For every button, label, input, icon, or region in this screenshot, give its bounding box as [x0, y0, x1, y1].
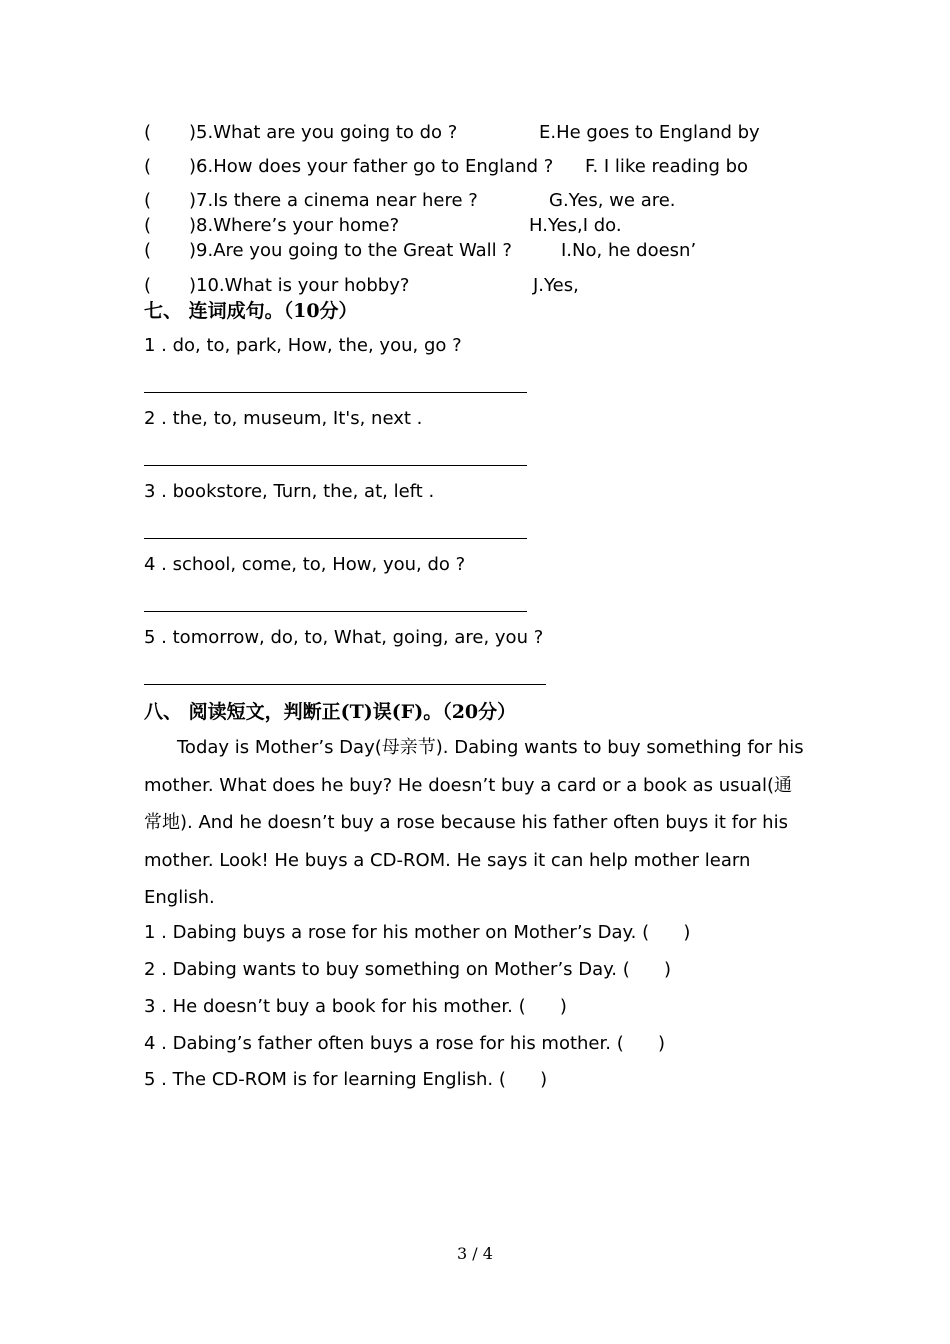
- matching-question: )6.How does your father go to England ?: [189, 156, 554, 177]
- matching-answer: F. I like reading bo: [585, 156, 749, 177]
- passage-text: Today is Mother’s Day(母亲节). Dabing wants to buy something for his mother. What does he buy? He doesn’t buy a card or a book as usual(通常地). And he doesn’t buy a rose because his father often buys it for his mother. Look! He buys a CD-ROM. He says it can help mother learn English.: [144, 737, 804, 908]
- judge-item-4: 4 . Dabing’s father often buys a rose for his mother. ( ): [144, 1033, 666, 1054]
- answer-line-1[interactable]: [144, 392, 527, 393]
- matching-question: )9.Are you going to the Great Wall ?: [189, 240, 512, 261]
- answer-paren: (: [144, 215, 152, 236]
- matching-answer: I.No, he doesn’: [561, 240, 697, 261]
- reading-passage: [144, 729, 809, 917]
- scramble-item-5: 5 . tomorrow, do, to, What, going, are, you ?: [144, 627, 544, 648]
- judge-item-1: 1 . Dabing buys a rose for his mother on Mother’s Day. ( ): [144, 922, 691, 943]
- page-number: 3 / 4: [457, 1244, 493, 1263]
- matching-answer: J.Yes,: [533, 275, 579, 296]
- answer-paren: (: [144, 275, 152, 296]
- answer-paren: (: [144, 156, 152, 177]
- judge-item-2: 2 . Dabing wants to buy something on Mother’s Day. ( ): [144, 959, 672, 980]
- answer-paren: (: [144, 190, 152, 211]
- scramble-item-2: 2 . the, to, museum, It's, next .: [144, 408, 423, 429]
- answer-line-2[interactable]: [144, 465, 527, 466]
- answer-paren: (: [144, 122, 152, 143]
- section-7-title: 七、 连词成句。（10分）: [144, 300, 358, 322]
- matching-question: )7.Is there a cinema near here ?: [189, 190, 478, 211]
- matching-question: )5.What are you going to do ?: [189, 122, 458, 143]
- matching-question: )10.What is your hobby?: [189, 275, 410, 296]
- matching-answer: H.Yes,I do.: [529, 215, 622, 236]
- matching-answer: G.Yes, we are.: [549, 190, 676, 211]
- scramble-item-4: 4 . school, come, to, How, you, do ?: [144, 554, 466, 575]
- answer-line-3[interactable]: [144, 538, 527, 539]
- matching-answer: E.He goes to England by: [539, 122, 760, 143]
- section-8-title: 八、 阅读短文，判断正(T)误(F)。（20分）: [144, 701, 517, 723]
- answer-line-5[interactable]: [144, 684, 546, 685]
- judge-item-5: 5 . The CD-ROM is for learning English. ( ): [144, 1069, 548, 1090]
- answer-paren: (: [144, 240, 152, 261]
- answer-line-4[interactable]: [144, 611, 527, 612]
- scramble-item-1: 1 . do, to, park, How, the, you, go ?: [144, 335, 462, 356]
- scramble-item-3: 3 . bookstore, Turn, the, at, left .: [144, 481, 435, 502]
- matching-question: )8.Where’s your home?: [189, 215, 400, 236]
- judge-item-3: 3 . He doesn’t buy a book for his mother. ( ): [144, 996, 567, 1017]
